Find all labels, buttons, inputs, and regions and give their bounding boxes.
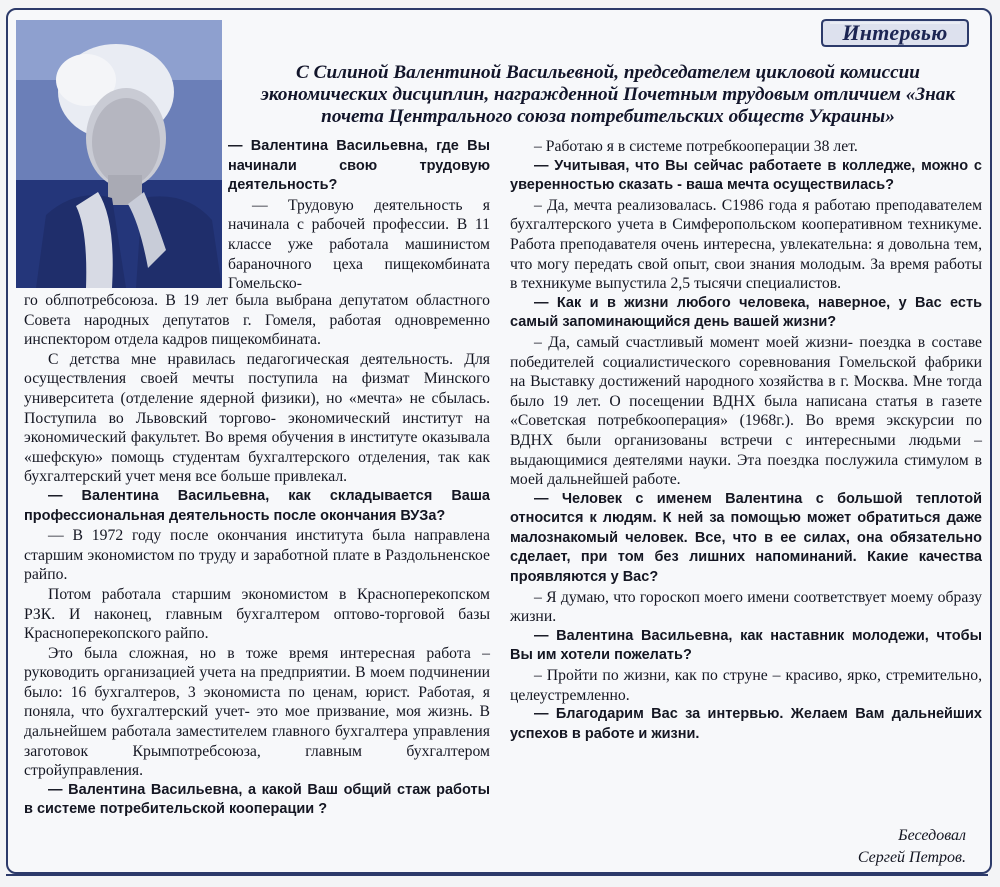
question-2: — Валентина Васильевна, как складывается Ваша профессиональная деятельность после окончания ВУЗа? — [24, 487, 490, 524]
answer-2-paragraph-1: — В 1972 году после окончания института была направлена старшим экономистом по труду и заработной плате в Раздольненское райпо. — [24, 527, 490, 584]
article-headline: С Силиной Валентиной Васильевной, председателем цикловой комиссии экономических дисциплин, награжденной Почетным трудовым отличием «Знак почета Центрального союза потребительских обществ Украины» — [260, 62, 956, 127]
signature-line-1: Беседовал — [898, 827, 966, 844]
question-8: — Благодарим Вас за интервью. Желаем Вам дальнейших успехов в работе и жизни. — [510, 706, 982, 742]
question-6: — Человек с именем Валентина с большой теплотой относится к людям. К ней за помощью может обратиться даже малознакомый человек. Все, что в ее силах, она обязательно сделает, при том без лишних напоминаний. Какие качества проявляются у Вас? — [510, 490, 982, 586]
answer-1-paragraph-2: С детства мне нравилась педагогическая деятельность. Для осуществления своей мечты поступила на физмат Минского университета (отделение ядерной физики), но «мечта» не сбылась. Поступила во Львовский торгово- экономический институт на экономический факультет. Во время обучения в институте оказывала «шефскую» помощь студентам бухгалтерского отделения, так как бухгалтерский учет меня все больше привлекал. — [24, 350, 490, 486]
answer-4: – Да, мечта реализовалась. С1986 года я работаю преподавателем бухгалтерского учета в Симферопольском кооперативном техникуме. Работа преподавателя очень интересна, увлекательна: я довольна тем, что могу передать свой опыт, свои знания молодым. За время работы в техникуме выпустила 2,5 тысячи специалистов. — [510, 196, 982, 293]
signature-author: Сергей Петров. — [857, 849, 966, 866]
signature — [780, 825, 966, 869]
question-3: — Валентина Васильевна, а какой Ваш общий стаж работы в системе потребительской кооперации ? — [24, 781, 490, 818]
portrait-photo — [16, 20, 222, 288]
question-7: — Валентина Васильевна, как наставник молодежи, чтобы Вы им хотели пожелать? — [510, 627, 982, 664]
answer-7: – Пройти по жизни, как по струне – красиво, ярко, стремительно, целеустремленно. — [510, 667, 982, 704]
question-4: — Учитывая, что Вы сейчас работаете в колледже, можно с уверенностью сказать - ваша мечта осуществилась? — [510, 157, 982, 194]
rubric-badge — [820, 18, 970, 48]
answer-1-start: — Трудовую деятельность я начинала с рабочей профессии. В 11 классе уже работала машинистом бараночного цеха пищекомбината Гомельско- — [228, 196, 490, 293]
answer-2-paragraph-2: Потом работала старшим экономистом в Красноперекопском РЗК. И наконец, главным бухгалтером оптово-торговой базы Красноперекопского райпо. — [24, 585, 490, 643]
answer-6: – Я думаю, что гороскоп моего имени соответствует моему образу жизни. — [510, 588, 982, 626]
rubric-label: Интервью — [842, 20, 948, 45]
answer-5: – Да, самый счастливый момент моей жизни- поездка в составе победителей социалистического соревнования Гомельской фабрики на Выставку достижений народного хозяйства в г. Москва. Мне тогда было 19 лет. О посещении ВДНХ была написана статья в газете «Советская потребкооперация» (1968г.). Во время экскурсии по ВДНХ были организованы встречи с интересными людьми – выдающимися деятелями науки. Эта поездка послужила стимулом в моей дальнейшей работе. — [510, 333, 982, 489]
column-right — [510, 137, 982, 744]
column-left-top — [228, 137, 490, 294]
answer-3: – Работаю я в системе потребкооперации 38 лет. — [534, 138, 858, 155]
bottom-divider — [6, 874, 988, 887]
column-left — [24, 291, 490, 820]
answer-2-paragraph-3: Это была сложная, но в тоже время интересная работа – руководить организацией учета на предприятии. В моем подчинении было: 16 бухгалтеров, 3 экономиста по ценам, юрист. Работая, я поняла, что бухгалтерский учет- это мое призвание, моя жизнь. В дальнейшем работала заместителем главного бухгалтера управления заготовок Крымпотребсоюза, главным бухгалтером стройуправления. — [24, 644, 490, 780]
question-5: — Как и в жизни любого человека, наверное, у Вас есть самый запоминающийся день вашей жизни? — [510, 294, 982, 331]
answer-1-end: го облпотребсоюза. В 19 лет была выбрана депутатом областного Совета народных депутатов г. Гомеля, работая одновременно инспектором отдела кадров пищекомбината. — [24, 292, 490, 349]
question-1: — Валентина Васильевна, где Вы начинали свою трудовую деятельность? — [228, 138, 490, 194]
